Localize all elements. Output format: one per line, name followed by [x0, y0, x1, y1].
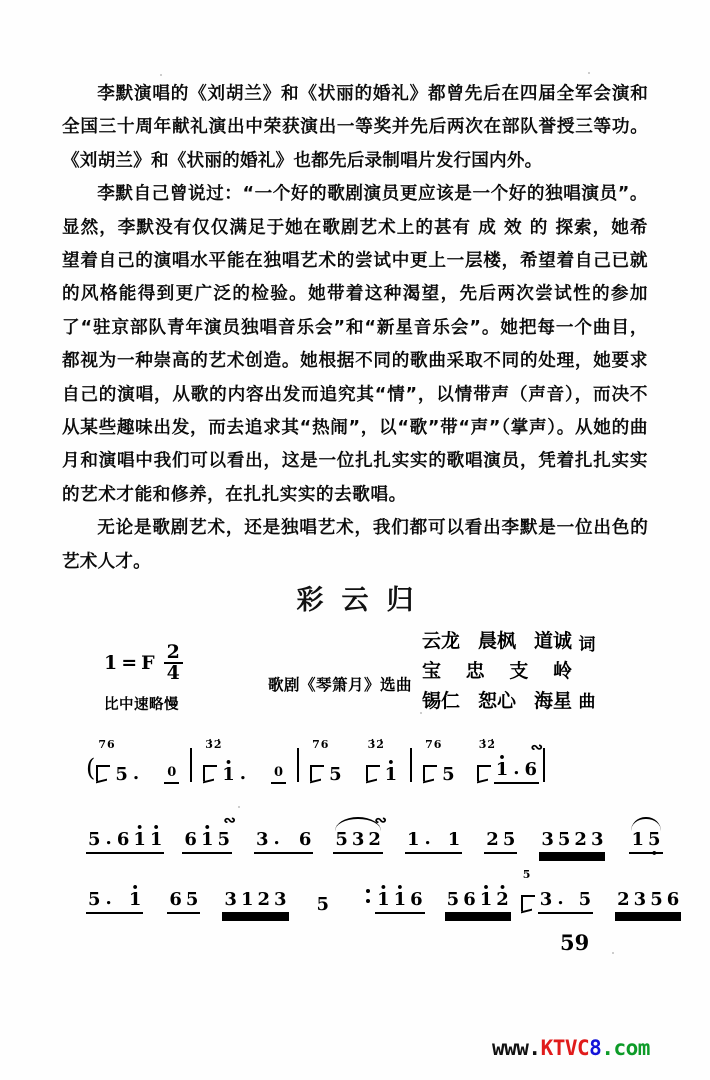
measure-12-group-a — [538, 888, 593, 914]
credit-names-row-3 — [422, 686, 572, 713]
measure-8-group-a — [539, 831, 605, 854]
credit-name: 支 — [509, 660, 529, 682]
augmentation-dot: . — [557, 888, 564, 909]
notation-line-2 — [86, 811, 661, 854]
site-watermark — [492, 1036, 650, 1060]
article-paragraph-2: 李默自己曾说过：“一个好的歌剧演员更应该是一个好的独唱演员”。显然，李默没有仅仅满足于她在歌剧艺术上的甚有 成 效 的 探索，她希望着自己的演唱水平能在独唱艺术的尝试中更上一层楼，希望着自己已就的风格能得到更广泛的检验。她带着这种渴望，先后两次尝试性的参加了“驻京部队青年演员独唱音乐会”和“新星音乐会”。她把每一个曲目，都视为一种崇高的艺术创造。她根据不同的歌曲采取不同的处理，她要求自己的演唱，从歌的内容出发而追究其“情”，以情带声（声音），而决不从某些趣味出发，而去追求其“热闹”，以“歌”带“声”（掌声）。从她的曲月和演唱中我们可以看出，这是一位扎扎实实的歌唱演员，凭着扎扎实实的艺术才能和修养，在扎扎实实的去歌唱。 — [62, 184, 648, 505]
grace-note-group — [310, 738, 330, 784]
note: 3 — [590, 829, 604, 850]
note: 3 — [256, 829, 269, 850]
measure-10-group-a — [222, 891, 288, 914]
note: 1 — [631, 829, 644, 850]
scan-speck — [238, 806, 240, 808]
augmentation-dot: . — [273, 828, 280, 849]
note: 6 — [169, 889, 182, 910]
note: • 1 — [127, 891, 144, 909]
note: 5 — [578, 889, 592, 910]
credit-names-row-1 — [422, 626, 572, 653]
watermark-ktvc: KTVC — [540, 1036, 590, 1060]
article-body — [62, 78, 648, 579]
note: 3 — [633, 889, 647, 910]
note: 5 — [185, 889, 199, 910]
note: 5 — [329, 764, 342, 785]
note: 5 — [217, 829, 230, 850]
note: 6 — [463, 889, 476, 910]
time-signature-denominator: 4 — [166, 662, 180, 685]
credit-name: 道诚 — [533, 630, 572, 652]
note: 3 — [224, 889, 237, 910]
note: • 1 — [131, 831, 148, 849]
time-signature — [164, 641, 183, 685]
measure-4 — [423, 738, 542, 785]
source-opera-note: 歌剧《琴箫月》选曲 — [268, 675, 413, 694]
note: 1 — [447, 829, 461, 850]
note: 5 — [442, 764, 455, 785]
measure-5-group-a — [86, 828, 164, 854]
note: • 2 — [494, 891, 511, 909]
repeat-dots-icon — [366, 881, 370, 911]
barline — [190, 748, 192, 782]
appoggiatura-bracket — [521, 894, 536, 914]
credit-row-composers — [422, 686, 602, 716]
note: 5 — [335, 829, 348, 850]
measure-3 — [310, 738, 399, 785]
song-title: 彩云归 — [296, 585, 432, 616]
measure-9-group-a — [86, 888, 143, 914]
note: 2 — [617, 889, 630, 910]
note: 3 — [351, 829, 365, 850]
note: 2 — [257, 889, 270, 910]
measure-6-group-b — [333, 811, 385, 854]
credit-name: 云龙 — [422, 630, 461, 652]
article-paragraph-3: 无论是歌剧艺术，还是独唱艺术，我们都可以看出李默是一位出色的艺术人才。 — [62, 518, 648, 572]
credit-row-middle — [422, 656, 602, 686]
appoggiatura-bracket — [423, 764, 438, 784]
note: 2 — [486, 829, 499, 850]
grace-note-digits: 76 — [98, 738, 116, 751]
appoggiatura-bracket — [203, 764, 218, 784]
augmentation-dot: . — [105, 888, 112, 909]
credit-name: 海星 — [533, 690, 572, 712]
note: • 1 — [383, 766, 400, 784]
measure-7-group-a — [405, 828, 462, 854]
notation-line-3 — [86, 868, 680, 915]
notation-line-1 — [86, 738, 646, 785]
note: 6 — [410, 889, 423, 910]
credit-role-composer: 曲 — [578, 692, 596, 712]
measure-1 — [96, 738, 179, 785]
appoggiatura-bracket — [96, 764, 111, 784]
augmentation-dot: . — [513, 758, 520, 779]
key-equals-sign: = — [121, 652, 137, 675]
note: • 1 — [199, 831, 216, 849]
article-paragraph-1: 李默演唱的《刘胡兰》和《状丽的婚礼》都曾先后在四届全军会演和全国三十周年献礼演出中荣获演出一等奖并先后两次在部队誉授三等功。《刘胡兰》和《状丽的婚礼》也都先后录制唱片发行国内外。 — [62, 84, 648, 171]
watermark-www: www. — [492, 1036, 541, 1060]
credit-names-row-2 — [422, 656, 572, 683]
measure-11-group-a — [375, 891, 425, 914]
trill-icon: ∾ — [530, 738, 542, 756]
appoggiatura-bracket — [310, 764, 325, 784]
note: 3 — [274, 889, 287, 910]
measure-5-group-b — [182, 811, 234, 854]
time-signature-numerator: 2 — [164, 644, 183, 664]
note: 6 — [666, 889, 680, 910]
note: 5 — [88, 829, 101, 850]
note: 6 — [116, 829, 130, 850]
measure-8-group-b — [629, 831, 662, 854]
page-number: 59 — [560, 930, 590, 955]
grace-note-group — [477, 738, 496, 784]
measure-2 — [203, 738, 286, 785]
measure-7-group-b — [484, 831, 517, 854]
measure-12 — [521, 868, 681, 914]
note: • 1 — [478, 891, 495, 909]
rest-note: 0 — [164, 766, 179, 784]
grace-note-digits: 5 — [522, 868, 532, 881]
note: 6 — [524, 759, 538, 780]
grace-note-digits: 76 — [425, 738, 443, 751]
measure-9-group-b — [167, 891, 200, 914]
note: 1 — [406, 829, 420, 850]
barline — [297, 748, 299, 782]
augmentation-dot: . — [424, 828, 431, 849]
measure-6-group-a — [254, 828, 313, 854]
credit-name: 宝 — [422, 660, 442, 682]
credit-name: 晨枫 — [478, 630, 517, 652]
key-signature — [104, 641, 183, 685]
watermark-com: .com — [601, 1036, 650, 1060]
credit-name: 忠 — [465, 660, 485, 682]
note: 5 — [316, 894, 330, 915]
note: 5 — [115, 764, 128, 785]
note: 5 — [88, 889, 101, 910]
credit-role-lyricist: 词 — [578, 635, 596, 655]
scan-speck — [160, 74, 162, 76]
grace-note-group — [521, 868, 537, 914]
beamed-group — [494, 738, 542, 784]
key-pitch-value: F — [141, 652, 155, 675]
note: • 1 — [375, 891, 392, 909]
note: 5 • — [646, 831, 663, 849]
grace-note-digits: 3̇2̇ — [478, 738, 496, 751]
measure-11-group-b — [445, 891, 511, 914]
rest-note: 0 — [271, 766, 286, 784]
trill-icon: ∾ — [223, 811, 234, 829]
note: 3 — [539, 889, 553, 910]
credit-names — [422, 626, 602, 716]
credit-row-lyricists — [422, 626, 602, 656]
note: • 1 — [148, 831, 165, 849]
note: 5 — [650, 889, 663, 910]
scan-speck — [612, 952, 614, 954]
augmentation-dot: . — [105, 828, 112, 849]
scan-speck — [588, 72, 590, 74]
grace-note-digits: 76 — [312, 738, 330, 751]
augmentation-dot: . — [132, 763, 140, 784]
grace-note-group — [366, 738, 385, 784]
tempo-marking: 比中速略慢 — [104, 697, 179, 713]
measure-12-group-b — [615, 891, 681, 914]
augmentation-dot: . — [239, 763, 247, 784]
note: 5 — [446, 889, 460, 910]
note: 6 — [298, 829, 312, 850]
note: 1 — [240, 889, 254, 910]
trill-icon: ∾ — [374, 811, 385, 829]
credit-name: 锡仁 — [422, 690, 461, 712]
note: 6 — [184, 829, 197, 850]
credit-name: 岭 — [552, 660, 572, 682]
credits-block — [268, 626, 648, 716]
watermark-eight: 8 — [589, 1036, 602, 1060]
grace-note-digits: 3̇2̇ — [367, 738, 385, 751]
grace-note-group — [96, 738, 116, 784]
note: 3 — [541, 829, 554, 850]
grace-note-group — [203, 738, 223, 784]
song-block — [0, 560, 710, 980]
credit-name: 恕心 — [478, 690, 517, 712]
note: • 1 — [392, 891, 409, 909]
note: 2 — [368, 829, 381, 850]
note: 2 — [574, 829, 587, 850]
note: • 1 — [220, 766, 237, 784]
note: 5 — [502, 829, 516, 850]
barline — [543, 748, 545, 782]
appoggiatura-bracket — [477, 764, 492, 784]
grace-note-group — [423, 738, 443, 784]
phrase-open-paren: ( — [86, 754, 96, 782]
grace-note-digits: 3̇2̇ — [205, 738, 223, 751]
scan-speck — [420, 712, 422, 714]
key-do-label: 1 — [104, 652, 118, 675]
barline — [410, 748, 412, 782]
note: 5 — [557, 829, 571, 850]
note: • 1 — [494, 761, 511, 779]
appoggiatura-bracket — [366, 764, 381, 784]
